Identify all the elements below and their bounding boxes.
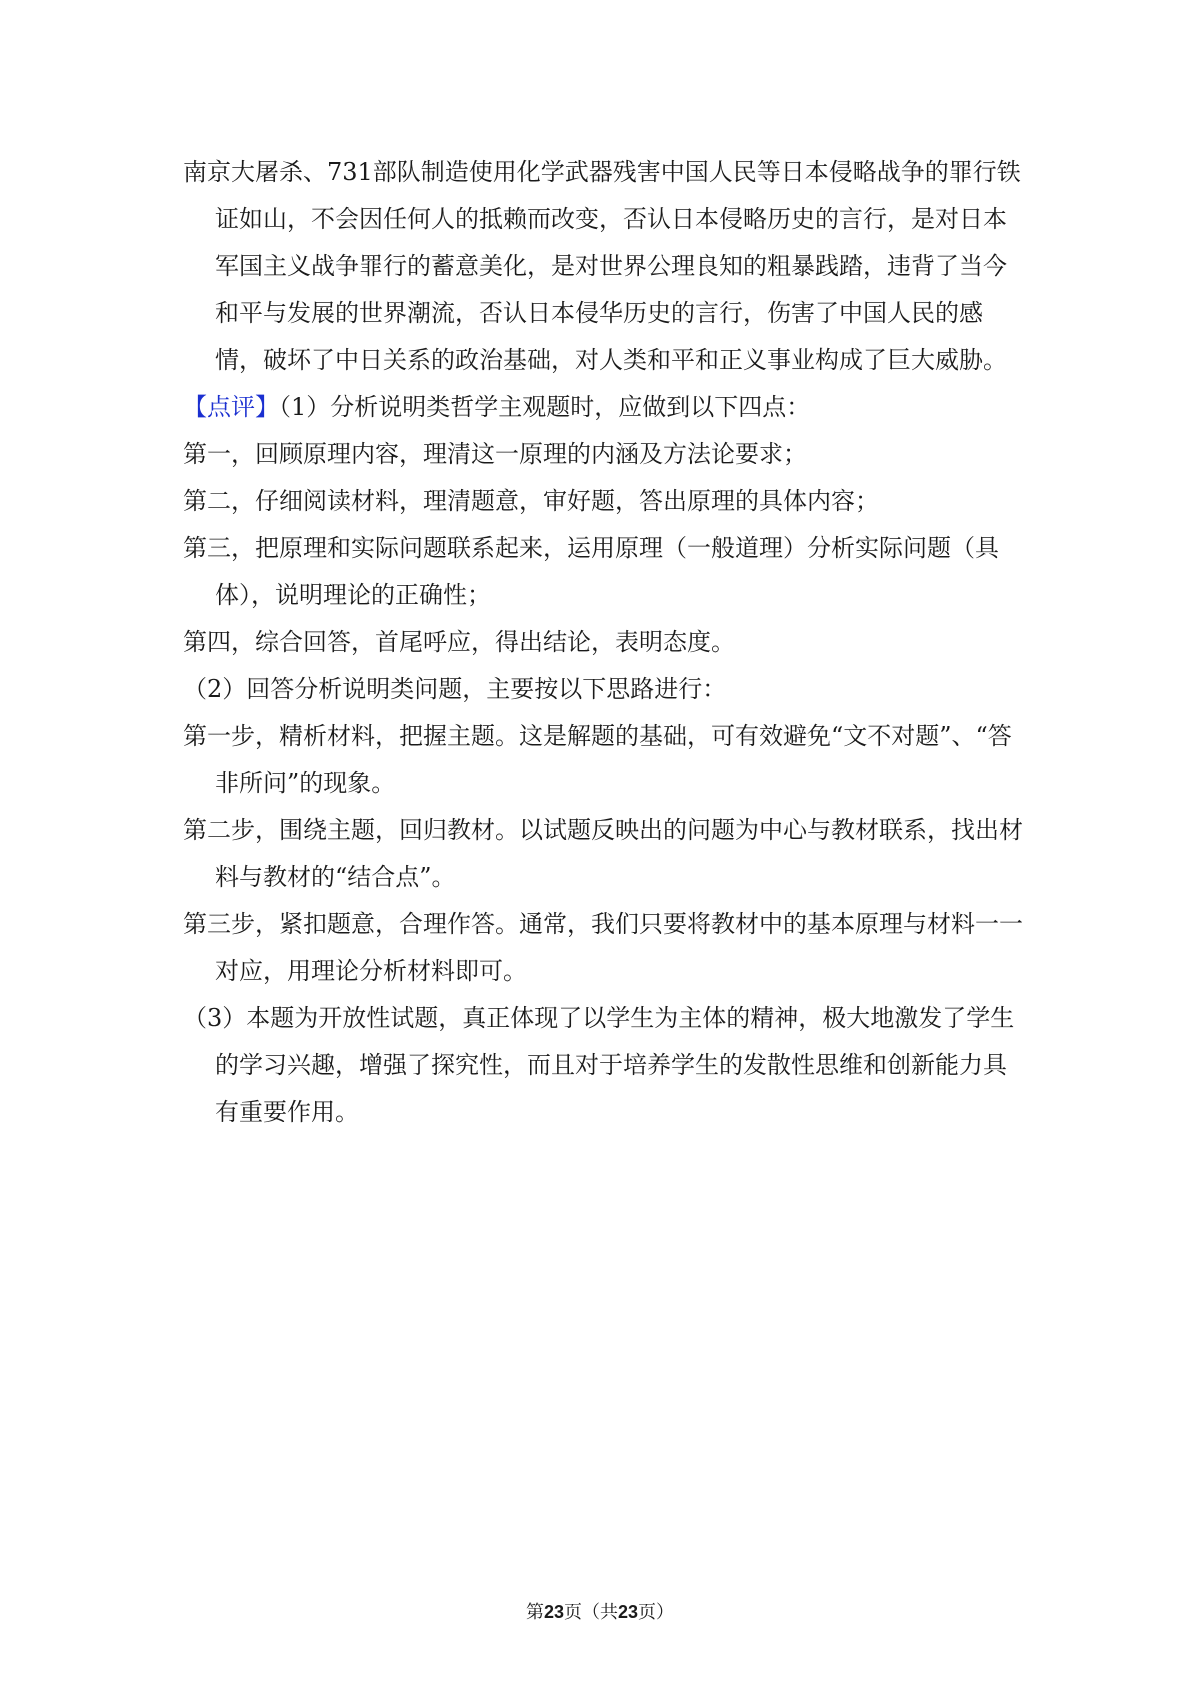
paragraph-point-3: 第三，把原理和实际问题联系起来，运用原理（一般道理）分析实际问题（具体），说明理论的正确性；	[183, 534, 999, 609]
paragraph-point-1: 第一，回顾原理内容，理清这一原理的内涵及方法论要求；	[183, 440, 807, 468]
comment-label: 【点评】	[183, 393, 279, 421]
total-page-number: 23	[618, 1602, 639, 1622]
paragraph-conclusion: 南京大屠杀、731部队制造使用化学武器残害中国人民等日本侵略战争的罪行铁证如山，不会因任何人的抵赖而改变，否认日本侵略历史的言行，是对日本军国主义战争罪行的蓄意美化，是对世界公理良知的粗暴践踏，违背了当今和平与发展的世界潮流，否认日本侵华历史的言行，伤害了中国人民的感情，破坏了中日关系的政治基础，对人类和平和正义事业构成了巨大威胁。	[183, 158, 1021, 374]
paragraph-point-4: 第四，综合回答，首尾呼应，得出结论，表明态度。	[183, 628, 735, 656]
paragraph-point-2: 第二，仔细阅读材料，理清题意，审好题，答出原理的具体内容；	[183, 487, 879, 515]
page-footer: 第23页（共23页）	[525, 1602, 675, 1623]
paragraph-step-1: 第一步，精析材料，把握主题。这是解题的基础，可有效避免“文不对题”、“答非所问”的现象。	[183, 722, 1012, 797]
current-page-number: 23	[543, 1602, 564, 1622]
paragraph-step-3: 第三步，紧扣题意，合理作答。通常，我们只要将教材中的基本原理与材料一一对应，用理论分析材料即可。	[183, 910, 1023, 985]
paragraph-open-question: （3）本题为开放性试题，真正体现了以学生为主体的精神，极大地激发了学生的学习兴趣，增强了探究性，而且对于培养学生的发散性思维和创新能力具有重要作用。	[183, 1004, 1015, 1126]
paragraph-comment-intro: 【点评】（1）分析说明类哲学主观题时，应做到以下四点：	[183, 393, 811, 421]
paragraph-method-intro: （2）回答分析说明类问题，主要按以下思路进行：	[183, 675, 727, 703]
paragraph-step-2: 第二步，围绕主题，回归教材。以试题反映出的问题为中心与教材联系，找出材料与教材的“结合点”。	[183, 816, 1023, 891]
document-body	[183, 149, 1028, 1136]
